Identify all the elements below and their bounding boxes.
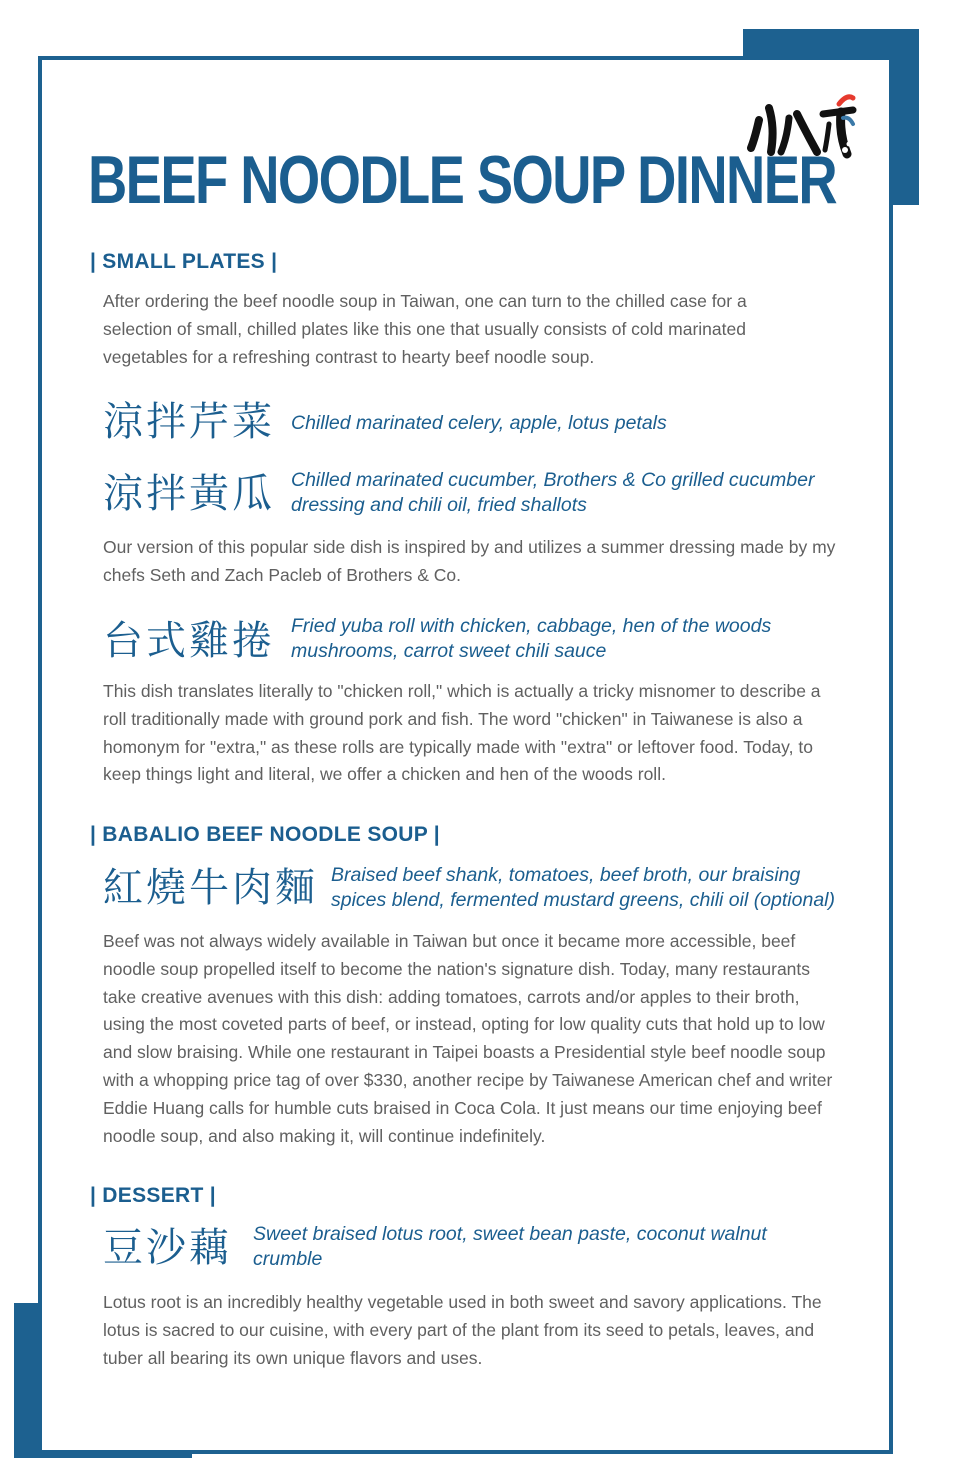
dish-description: Chilled marinated cucumber, Brothers & Co grilled cucumber dressing and chili oil, fried shallots (291, 469, 815, 516)
dish-description: Braised beef shank, tomatoes, beef broth, our braising spices blend, fermented mustard greens, chili oil (optional) (331, 864, 836, 911)
dish-description: Sweet braised lotus root, sweet bean paste, coconut walnut crumble (253, 1223, 767, 1270)
section-heading-small-plates: | SMALL PLATES | (90, 250, 278, 273)
dish-chinese-name: 涼拌芹菜 (103, 399, 275, 445)
dish-chinese-name: 紅燒牛肉麵 (103, 865, 318, 911)
dish-note: This dish translates literally to "chicken roll," which is actually a tricky misnomer to describe a roll traditionally made with ground pork and fish. The word "chicken" in Taiwanese is also a homonym for "extra," as these rolls are typically made with "extra" or leftover food. Today, to keep things light and literal, we offer a chicken and hen of the woods roll. (103, 681, 821, 785)
dish-chinese-name: 豆沙藕 (103, 1225, 232, 1271)
dish-note: Lotus root is an incredibly healthy vegetable used in both sweet and savory applications. The lotus is sacred to our cuisine, with every part of the plant from its seed to petals, leaves, and tuber all bearing its own unique flavors and uses. (103, 1292, 822, 1368)
page-title: BEEF NOODLE SOUP DINNER (88, 142, 837, 218)
dish-chinese-name: 涼拌黃瓜 (103, 471, 275, 517)
section-intro-small-plates: After ordering the beef noodle soup in Taiwan, one can turn to the chilled case for a selection of small, chilled plates like this one that usually consists of cold marinated vegetables for a refreshing contrast to hearty beef noodle soup. (103, 291, 747, 367)
dish-chinese-name: 台式雞捲 (103, 618, 275, 664)
calligraphy-logo-icon (745, 90, 863, 170)
dish-note: Our version of this popular side dish is inspired by and utilizes a summer dressing made by my chefs Seth and Zach Pacleb of Brothers & Co. (103, 537, 836, 585)
dish-note: Beef was not always widely available in Taiwan but once it became more accessible, beef noodle soup propelled itself to become the nation's signature dish. Today, many restaurants take creative avenues with this dish: adding tomatoes, carrots and/or apples to their broth, using the most coveted parts of beef, or instead, opting for low quality cuts that hold up to low and slow braising. While one restaurant in Taipei boasts a Presidential style beef noodle soup with a whopping price tag of over $330, another recipe by Taiwanese American chef and writer Eddie Huang calls for humble cuts braised in Coca Cola. It just means our time enjoying beef noodle soup, and also making it, will continue indefinitely. (103, 931, 833, 1146)
section-heading-dessert: | DESSERT | (90, 1184, 216, 1207)
dish-description: Fried yuba roll with chicken, cabbage, hen of the woods mushrooms, carrot sweet chili sauce (291, 615, 772, 662)
section-heading-beef-noodle-soup: | BABALIO BEEF NOODLE SOUP | (90, 823, 440, 846)
dish-description: Chilled marinated celery, apple, lotus petals (291, 412, 667, 434)
